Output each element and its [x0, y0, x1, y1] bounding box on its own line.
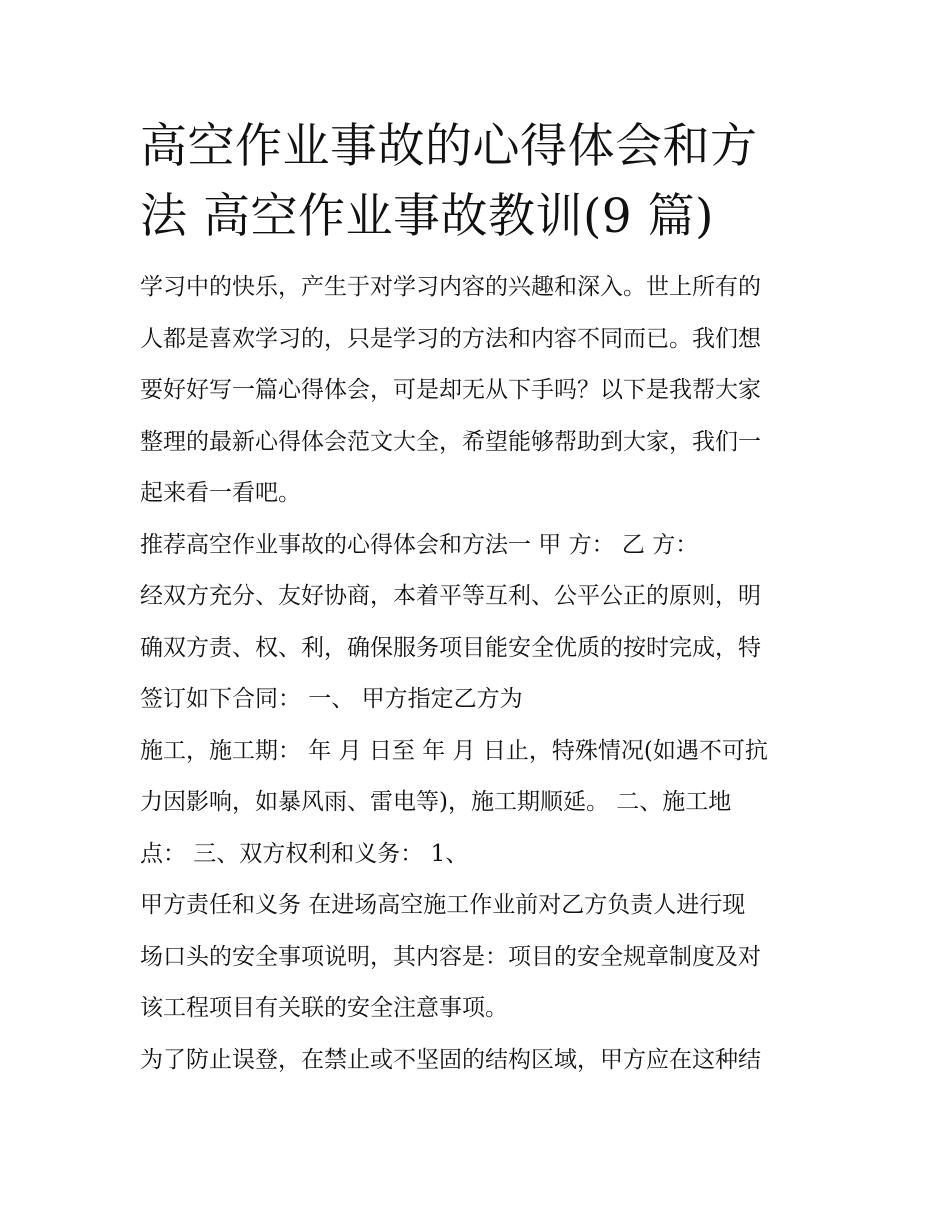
paragraph-safety — [140, 1035, 812, 1087]
text-line: 人都是喜欢学习的，只是学习的方法和内容不同而已。我们想 — [140, 325, 761, 352]
paragraph-schedule — [140, 726, 812, 881]
text-line: 签订如下合同： 一、 甲方指定乙方为 — [140, 686, 523, 712]
text-line: 为了防止误登，在禁止或不坚固的结构区域，甲方应在这种结 — [140, 1046, 761, 1073]
text-line: 施工，施工期： 年 月 日至 年 月 日止，特殊情况(如遇不可抗 — [140, 737, 768, 764]
title-line: 法 高空作业事故教训(9 篇) — [140, 189, 714, 244]
text-line: 该工程项目有关联的安全注意事项。 — [140, 995, 508, 1021]
paragraph-obligations — [140, 880, 812, 1035]
text-line: 起来看一看吧。 — [140, 480, 301, 506]
text-line: 点： 三、双方权利和义务： 1、 — [140, 840, 469, 867]
paragraph-intro — [140, 262, 812, 520]
text-line: 确双方责、权、利，确保服务项目能安全优质的按时完成，特 — [140, 634, 761, 661]
document-title — [140, 112, 812, 252]
title-line: 高空作业事故的心得体会和方 — [140, 119, 758, 174]
text-line: 力因影响，如暴风雨、雷电等)，施工期顺延。 二、施工地 — [140, 789, 732, 815]
paragraph-agreement — [140, 571, 812, 726]
document-body — [140, 262, 812, 1086]
document-page — [140, 112, 812, 1086]
paragraph-parties — [140, 520, 812, 572]
text-line: 整理的最新心得体会范文大全，希望能够帮助到大家，我们一 — [140, 428, 761, 455]
text-line: 场口头的安全事项说明，其内容是：项目的安全规章制度及对 — [140, 943, 761, 970]
text-line: 推荐高空作业事故的心得体会和方法一 甲 方： 乙 方： — [140, 531, 699, 558]
text-line: 学习中的快乐，产生于对学习内容的兴趣和深入。世上所有的 — [140, 274, 761, 300]
text-line: 甲方责任和义务 在进场高空施工作业前对乙方负责人进行现 — [140, 892, 746, 918]
text-line: 经双方充分、友好协商，本着平等互利、公平公正的原则，明 — [140, 583, 761, 609]
text-line: 要好好写一篇心得体会，可是却无从下手吗？以下是我帮大家 — [140, 377, 761, 403]
